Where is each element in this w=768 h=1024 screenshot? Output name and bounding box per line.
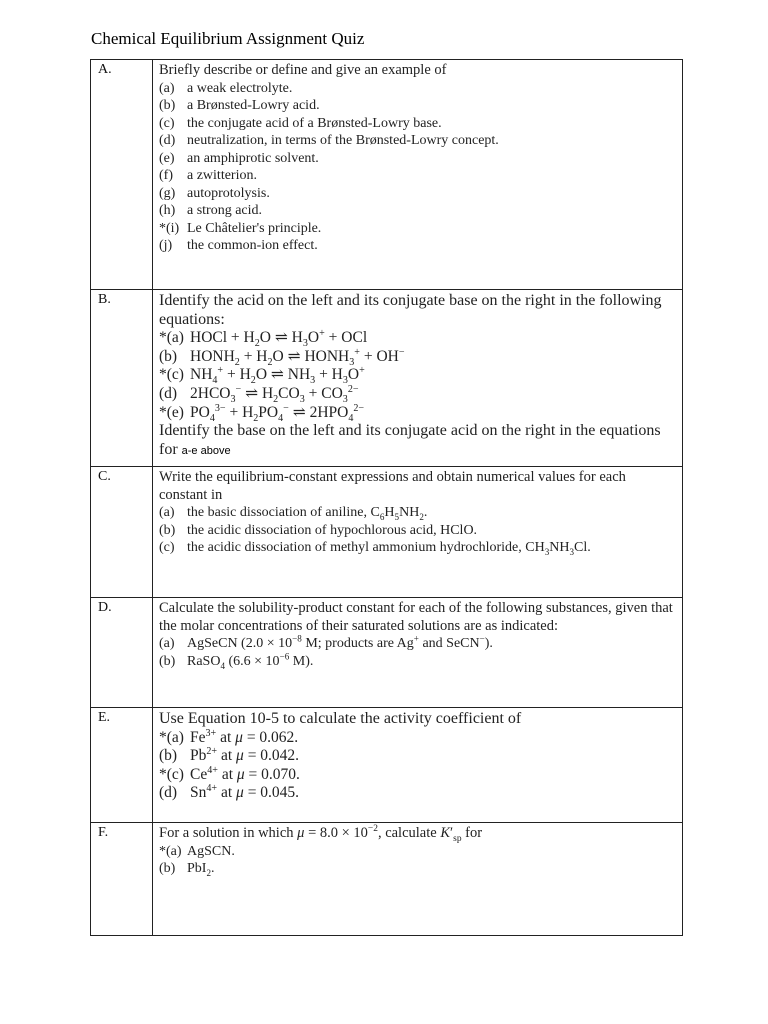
question-intro: Briefly describe or define and give an example of [159,62,447,78]
question-intro: Calculate the solubility-product constant for each of the following substances, given that the molar concentrations of their saturated solutions are as indicated: [159,600,673,634]
question-item-marker: (b) [159,653,176,669]
question-item-text: autoprotolysis. [187,185,270,201]
question-label: D. [91,598,153,708]
question-item [159,366,676,385]
question-item-text: Le Châtelier's principle. [187,220,322,236]
question-intro: For a solution in which $\mu = 8.0 \times 10^{-2}$, calculate $K'_{sp}$ for [159,824,483,844]
question-item-marker: (c) [159,115,175,131]
quiz-table [90,59,683,936]
question-item-marker: (b) [159,98,176,113]
question-item-marker: (a) [159,80,175,96]
question-row-a [91,60,683,290]
question-item [159,329,676,348]
question-outro [159,422,676,460]
question-item-text: $NH_4^+ + H_2O$ ⇌ $NH_3 + H_3O^+$ [190,365,365,387]
question-item [159,202,676,220]
question-item-text: an amphiprotic solvent. [187,150,319,166]
question-items [159,635,676,670]
question-item-text: PbI$_2$. [187,861,215,878]
question-items [159,504,676,557]
question-item [159,150,676,168]
question-item [159,635,676,653]
question-item-marker: (b) [159,522,176,538]
question-label: C. [91,467,153,598]
question-item [159,843,676,861]
question-item-marker: (a) [159,636,175,651]
question-items [159,329,676,422]
question-body [153,598,683,708]
question-item-marker: *(i) [159,220,180,236]
question-item [159,539,676,557]
question-item-marker: (d) [159,784,178,802]
question-item-text: the acidic dissociation of hypochlorous acid, HClO. [187,522,478,538]
question-item-marker: *(a) [159,728,184,746]
question-row-b [91,290,683,467]
question-item-marker: (d) [159,133,176,148]
question-item-text: the acidic dissociation of methyl ammonium hydrochloride, $CH_3NH_3Cl$. [187,540,591,557]
question-label: B. [91,290,153,467]
question-item-text: HOCl + $H_2O$ ⇌ $H_3O^+$ + OCl [190,328,368,350]
question-item-marker: (b) [159,347,178,365]
question-item [159,404,676,423]
question-item-text: a Brønsted-Lowry acid. [187,98,320,113]
question-item [159,115,676,133]
question-items [159,729,676,803]
question-item-text: $HONH_2 + H_2O$ ⇌ $HONH_3^+ + OH^-$ [190,346,405,368]
question-item-marker: (e) [159,150,175,166]
question-item [159,185,676,203]
question-item-marker: (b) [159,747,178,765]
question-item [159,504,676,522]
question-item-text: $Sn^{4+}$ at μ = 0.045. [190,783,300,802]
question-item [159,80,676,98]
question-item-text: a zwitterion. [187,168,257,183]
question-item [159,220,676,238]
question-item-text: neutralization, in terms of the Brønsted-Lowry concept. [187,133,499,148]
question-outro-addition: a-e above [181,444,231,457]
question-item-marker: (d) [159,384,178,402]
question-item [159,784,676,803]
question-item-text: $Ce^{4+}$ at μ = 0.070. [190,764,300,783]
question-body [153,290,683,467]
question-item [159,522,676,540]
question-item-text: AgSCN. [187,843,235,859]
question-intro: Write the equilibrium-constant expressions and obtain numerical values for each constant in [159,469,626,503]
question-body [153,708,683,823]
question-item-marker: *(e) [159,403,184,421]
question-item-marker: *(c) [159,366,184,384]
question-row-d [91,598,683,708]
question-label: A. [91,60,153,290]
question-item-marker: *(a) [159,843,182,859]
question-row-e [91,708,683,823]
question-item-text: the conjugate acid of a Brønsted-Lowry base. [187,115,442,131]
question-item-marker: *(c) [159,765,184,783]
page-title: Chemical Equilibrium Assignment Quiz [91,29,365,48]
question-label: F. [91,823,153,936]
question-item-marker: (a) [159,505,175,520]
question-item [159,237,676,255]
question-item [159,97,676,115]
question-item-text: a strong acid. [187,203,263,218]
question-item-marker: *(a) [159,329,184,347]
question-item-text: $PO_4^{3-} + H_2PO_4^-$ ⇌ $2HPO_4^{2-}$ [190,402,365,424]
question-item-text: $Pb^{2+}$ at μ = 0.042. [190,746,300,765]
question-item-text: $Fe^{3+}$ at μ = 0.062. [190,727,299,746]
question-item-marker: (j) [159,238,173,253]
question-item [159,348,676,367]
question-row-f [91,823,683,936]
question-item-marker: (h) [159,203,176,218]
question-item-text: RaSO$_4$ ($6.6 \times 10^{-6}$ M). [187,650,314,671]
question-item-marker: (c) [159,540,175,555]
question-label: E. [91,708,153,823]
question-item-text: AgSeCN ($2.0 \times 10^{-8}$ M; products are Ag+ and SeCN−). [187,633,493,651]
question-item [159,766,676,785]
question-item [159,385,676,404]
question-item-text: $2HCO_3^-$ ⇌ $H_2CO_3 + CO_3^{2-}$ [190,383,359,406]
question-item [159,650,676,671]
question-body [153,60,683,290]
question-item [159,747,676,766]
question-items [159,80,676,255]
question-outro-text: Identify the base on the left and its conjugate acid on the right in the equations for [159,422,661,458]
question-item [159,729,676,748]
question-item [159,167,676,185]
question-intro: Use Equation 10-5 to calculate the activity coefficient of [159,710,522,727]
question-items [159,843,676,878]
question-body [153,467,683,598]
question-item [159,132,676,150]
question-item-marker: (f) [159,168,173,183]
question-item-text: the common-ion effect. [187,238,318,253]
question-intro: Identify the acid on the left and its conjugate base on the right in the following equations: [159,292,662,328]
question-item-marker: (g) [159,185,176,201]
question-item-text: the basic dissociation of aniline, $C_6H_5NH_2$. [187,505,428,522]
question-item [159,860,676,878]
question-body [153,823,683,936]
question-row-c [91,467,683,598]
question-item-marker: (b) [159,861,176,876]
question-item-text: a weak electrolyte. [187,80,293,96]
